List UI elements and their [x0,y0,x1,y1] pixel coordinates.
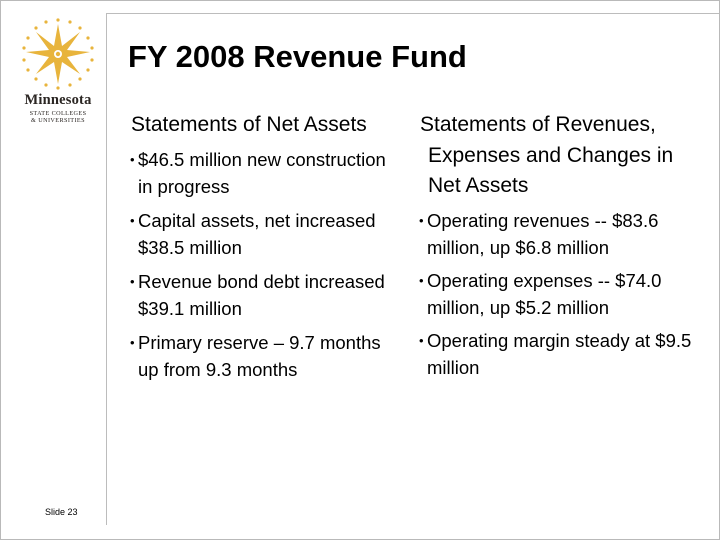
net-assets-column [131,110,393,390]
slide-title: FY 2008 Revenue Fund [128,39,467,74]
title-divider [107,13,719,14]
bullet-dot-icon: • [419,272,424,288]
star-sun-icon [20,18,96,90]
bullet-dot-icon: • [130,334,135,350]
bullet-dot-icon: • [419,332,424,348]
bullet-item [131,268,393,322]
bullet-item [420,267,705,321]
bullet-dot-icon: • [130,151,135,167]
column-heading: Statements of Revenues, Expenses and Changes in Net Assets [420,113,674,197]
column-heading: Statements of Net Assets [131,113,367,136]
bullet-item [131,329,393,383]
sidebar-divider [106,13,107,525]
bullet-item [131,207,393,261]
bullet-list [420,207,705,381]
logo-subline: STATE COLLEGES [29,110,87,117]
bullet-text: Operating margin steady at $9.5 million [427,329,692,378]
bullet-text: Capital assets, net increased $38.5 million [138,209,376,258]
slide-number: Slide 23 [45,507,78,517]
bullet-dot-icon: • [130,273,135,289]
bullet-dot-icon: • [130,212,135,228]
bullet-dot-icon: • [419,212,424,228]
bullet-text: Primary reserve – 9.7 months up from 9.3 months [138,331,381,380]
bullet-text: Operating expenses -- $74.0 million, up $5.2 million [427,269,662,318]
logo-subline: & UNIVERSITIES [31,117,85,124]
revenues-expenses-column [420,110,705,387]
bullet-item [131,146,393,200]
bullet-item [420,207,705,261]
logo-wordmark: Minnesota [24,92,92,108]
minnesota-logo [18,18,98,128]
bullet-text: Revenue bond debt increased $39.1 million [138,270,385,319]
bullet-item [420,327,705,381]
bullet-list [131,146,393,383]
bullet-text: $46.5 million new construction in progress [138,148,386,197]
bullet-text: Operating revenues -- $83.6 million, up $6.8 million [427,209,659,258]
